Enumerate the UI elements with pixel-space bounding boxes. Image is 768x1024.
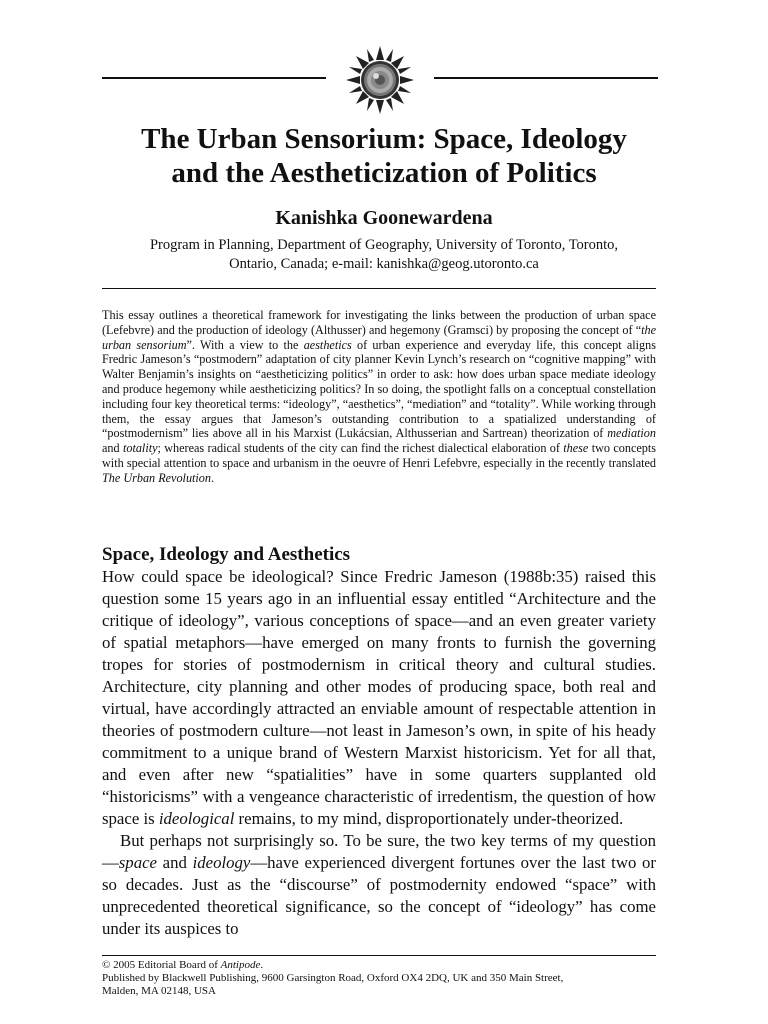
body-emphasis: ideology: [192, 853, 251, 872]
compass-rose-icon: [344, 44, 416, 116]
abstract-emphasis: aesthetics: [303, 337, 352, 352]
author-affiliation: [90, 236, 678, 274]
abstract-text: .: [211, 470, 215, 485]
abstract-book-title: The Urban Revolution: [102, 470, 211, 485]
abstract-text: of urban experience and everyday life, this concept aligns Fredric Jameson’s “postmodern” adaptation of city planner Kevin Lynch’s research on “cognitive mapping” with Walter Benjamin’s insights on “aestheticizing politics” in order to ask: how does urban space mediate ideology and produce hegemony while aestheticizing politics? In so doing, the spotlight falls on a conceptual constellation including four key theoretical terms: “ideology”, “aesthetics”, “mediation” and “totality”. While working through them, the essay argues that Jameson’s outstanding contribution to a spatialized understanding of “postmodernism” lies above all in his Marxist (Lukácsian, Althusserian and Sartrean) theorization of: [102, 337, 656, 441]
body-text-run: remains, to my mind, disproportionately under-theorized.: [234, 809, 624, 828]
abstract-emphasis: totality: [122, 441, 158, 456]
footer-rule: [102, 955, 656, 956]
title-line-2: and the Aestheticization of Politics: [171, 157, 597, 189]
abstract-text: ”. With a view to the: [186, 337, 304, 352]
abstract-text: This essay outlines a theoretical framework for investigating the links between the production of urban space (Lefebvre) and the production of ideology (Althusser) and hegemony (Gramsci) by proposing the concept of “: [102, 308, 656, 337]
abstract-rule: [102, 288, 656, 289]
copyright-line: [102, 959, 656, 972]
abstract-emphasis: these: [563, 441, 589, 456]
header-rule-left: [102, 77, 326, 79]
body-text-run: and: [157, 853, 193, 872]
article-title: [70, 122, 698, 190]
abstract-text: and: [102, 441, 123, 456]
body-paragraph-1: [102, 566, 656, 830]
body-emphasis: space: [118, 853, 157, 872]
title-line-1: The Urban Sensorium: Space, Ideology: [141, 123, 627, 155]
abstract-emphasis: mediation: [607, 426, 656, 441]
publisher-line-2: Malden, MA 02148, USA: [102, 984, 216, 997]
affiliation-line-1: Program in Planning, Department of Geography, University of Toronto, Toronto,: [149, 237, 619, 253]
abstract: [102, 308, 656, 486]
copyright-text: © 2005 Editorial Board of: [102, 959, 221, 971]
abstract-emphasis: the urban sensorium: [102, 322, 656, 352]
body-emphasis: ideological: [158, 809, 235, 828]
affiliation-line-2: Ontario, Canada; e-mail: kanishka@geog.utoronto.ca: [229, 256, 539, 272]
body-text-run: —have experienced divergent fortunes over the last two or so decades. Just as the “discourse” of postmodernity endowed “space” with unprecedented theoretical significance, so the concept of “ideology” has come under its auspices to: [102, 853, 656, 938]
section-heading: Space, Ideology and Aesthetics: [102, 544, 351, 565]
body-paragraph-2: [102, 830, 656, 940]
body-text-run: How could space be ideological? Since Fredric Jameson (1988b:35) raised this question some 15 years ago in an influential essay entitled “Architecture and the critique of ideology”, various conceptions of space—and an even greater variety of spatial metaphors—have emerged on many fronts to furnish the governing tropes for stories of postmodernism in critical theory and cultural studies. Architecture, city planning and other modes of producing space, both real and virtual, have accordingly attracted an enviable amount of respectable attention in theories of postmodern culture—not least in Jameson’s own, in spite of his heady commitment to a unique brand of Western Marxist historicism. Yet for all that, and even after new “spatialities” have in some quarters supplanted old “historicisms” with a vengeance characteristic of irredentism, the question of how space is: [102, 567, 656, 828]
page-footer: [102, 959, 656, 997]
journal-name: Antipode: [220, 959, 261, 971]
body-text-run: But perhaps not surprisingly so. To be sure, the two key terms of my question—: [102, 831, 656, 872]
header-ornament: [102, 44, 658, 114]
author-name: Kanishka Goonewardena: [275, 207, 493, 229]
header-rule-right: [434, 77, 658, 79]
abstract-text: two concepts with special attention to space and urbanism in the oeuvre of Henri Lefebvre, especially in the recently translated: [102, 441, 656, 470]
body-text: [102, 566, 656, 940]
publisher-line-1: Published by Blackwell Publishing, 9600 Garsington Road, Oxford OX4 2DQ, UK and 350 Main Street,: [102, 971, 564, 984]
copyright-text: .: [260, 959, 264, 971]
abstract-text: ; whereas radical students of the city can find the richest dialectical elaboration of: [157, 441, 564, 456]
